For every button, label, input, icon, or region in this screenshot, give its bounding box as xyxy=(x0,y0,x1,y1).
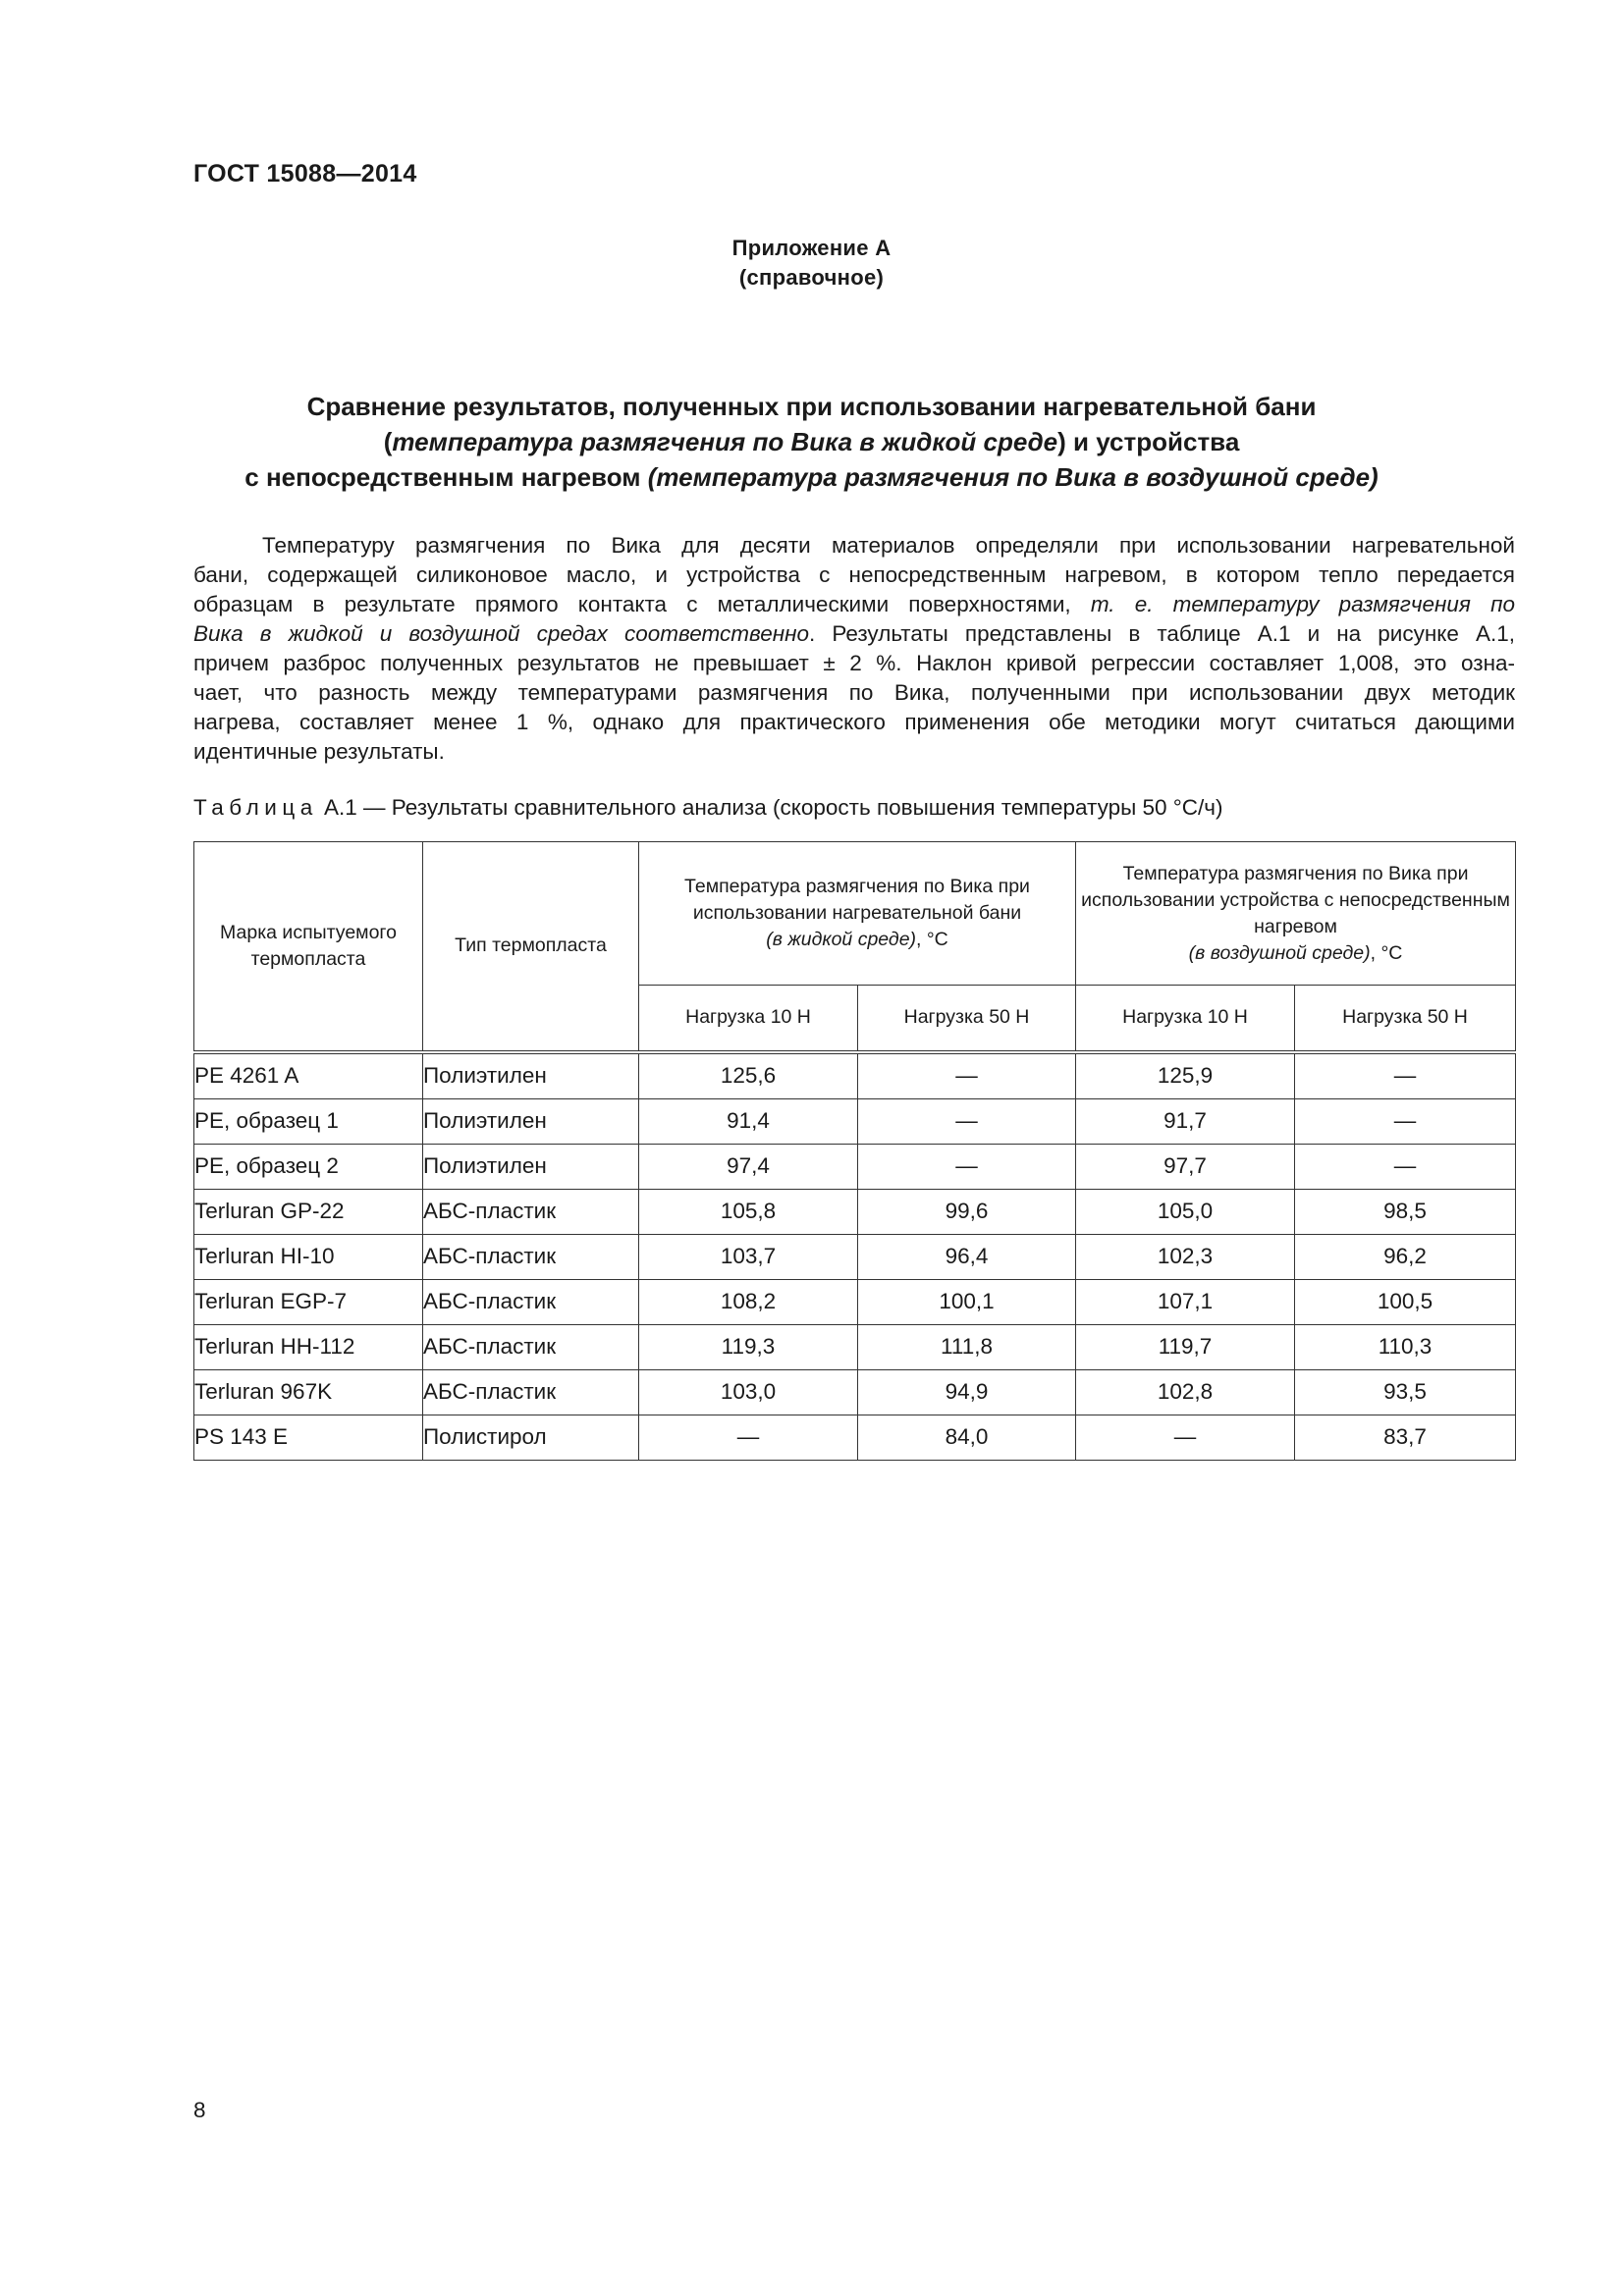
group-liquid-italic: (в жидкой среде) xyxy=(766,929,917,950)
cell-value: 108,2 xyxy=(639,1279,858,1324)
cell-grade: Terluran HI-10 xyxy=(194,1234,423,1279)
table-row xyxy=(194,1189,1516,1234)
column-header-load-10-air: Нагрузка 10 Н xyxy=(1076,986,1295,1052)
group-air-italic: (в воздушной среде) xyxy=(1188,941,1371,964)
section-title-line-1 xyxy=(118,389,1505,424)
cell-value: — xyxy=(639,1415,858,1460)
cell-grade: PE, образец 1 xyxy=(194,1098,423,1144)
column-group-air xyxy=(1076,842,1516,986)
cell-value: 119,7 xyxy=(1076,1324,1295,1369)
paragraph-text: . Результаты представлены в таблице А.1 и на рисунке А.1, xyxy=(809,621,1515,646)
cell-value: 98,5 xyxy=(1295,1189,1516,1234)
cell-value: 105,0 xyxy=(1076,1189,1295,1234)
cell-grade: Terluran HH-112 xyxy=(194,1324,423,1369)
cell-value: — xyxy=(1295,1052,1516,1099)
table-row xyxy=(194,1098,1516,1144)
column-header-load-10-liquid: Нагрузка 10 Н xyxy=(639,986,858,1052)
results-table xyxy=(193,841,1516,1461)
title-line-2-rest: ) и устройства xyxy=(1057,427,1240,456)
title-line-2-italic: температура размягчения по Вика в жидкой среде xyxy=(392,427,1058,456)
column-header-grade: Марка испытуемого термопласта xyxy=(194,842,423,1052)
document-header: ГОСТ 15088—2014 xyxy=(193,160,417,187)
cell-grade: Terluran GP-22 xyxy=(194,1189,423,1234)
table-caption-word: Таблица xyxy=(193,795,318,820)
table-row xyxy=(194,1279,1516,1324)
cell-value: 94,9 xyxy=(858,1369,1076,1415)
cell-grade: PE, образец 2 xyxy=(194,1144,423,1189)
cell-value: — xyxy=(858,1144,1076,1189)
cell-value: — xyxy=(858,1052,1076,1099)
section-title-line-3 xyxy=(118,459,1505,495)
cell-value: — xyxy=(1295,1144,1516,1189)
paragraph-italic-text: т. е. температуру размягчения по xyxy=(1090,592,1515,616)
paragraph-text: образцам в результате прямого контакта с металлическими поверхностями, xyxy=(193,592,1091,616)
paragraph-line: причем разброс полученных результатов не превышает ± 2 %. Наклон кривой регрессии составляет 1,008, это озна- xyxy=(193,651,1515,675)
column-header-type: Тип термопласта xyxy=(423,842,639,1052)
cell-value: 99,6 xyxy=(858,1189,1076,1234)
cell-value: 84,0 xyxy=(858,1415,1076,1460)
group-air-text: Температура размягчения по Вика при использовании устройства с непосредственным нагревом xyxy=(1081,862,1510,937)
paragraph-line xyxy=(193,619,1515,649)
cell-type: Полиэтилен xyxy=(423,1144,639,1189)
cell-value: 100,1 xyxy=(858,1279,1076,1324)
cell-type: АБС-пластик xyxy=(423,1234,639,1279)
cell-value: 96,2 xyxy=(1295,1234,1516,1279)
cell-value: 125,6 xyxy=(639,1052,858,1099)
cell-value: 119,3 xyxy=(639,1324,858,1369)
column-header-load-50-air: Нагрузка 50 Н xyxy=(1295,986,1516,1052)
cell-value: 105,8 xyxy=(639,1189,858,1234)
cell-value: 91,7 xyxy=(1076,1098,1295,1144)
cell-value: — xyxy=(858,1098,1076,1144)
paragraph-line: нагрева, составляет менее 1 %, однако для практического применения обе методики могут считаться дающими xyxy=(193,710,1515,734)
cell-value: 97,4 xyxy=(639,1144,858,1189)
cell-grade: Terluran EGP-7 xyxy=(194,1279,423,1324)
paragraph-line: бани, содержащей силиконовое масло, и устройства с непосредственным нагревом, в котором тепло передается xyxy=(193,562,1515,587)
cell-value: 111,8 xyxy=(858,1324,1076,1369)
table-caption-text: А.1 — Результаты сравнительного анализа (скорость повышения температуры 50 °С/ч) xyxy=(317,795,1223,820)
title-line-3-plain: с непосредственным нагревом xyxy=(244,462,648,492)
cell-value: 91,4 xyxy=(639,1098,858,1144)
cell-grade: Terluran 967K xyxy=(194,1369,423,1415)
group-liquid-unit: , °С xyxy=(916,929,948,950)
group-liquid-text: Температура размягчения по Вика при использовании нагревательной бани xyxy=(684,876,1030,924)
paragraph-line: Температуру размягчения по Вика для десяти материалов определяли при использовании нагревательной xyxy=(262,533,1515,558)
cell-value: 103,0 xyxy=(639,1369,858,1415)
cell-type: Полиэтилен xyxy=(423,1052,639,1099)
cell-type: АБС-пластик xyxy=(423,1189,639,1234)
column-header-load-50-liquid: Нагрузка 50 Н xyxy=(858,986,1076,1052)
table-caption xyxy=(193,795,1223,821)
cell-value: 125,9 xyxy=(1076,1052,1295,1099)
cell-grade: PS 143 E xyxy=(194,1415,423,1460)
paragraph-line xyxy=(193,590,1515,619)
cell-type: АБС-пластик xyxy=(423,1324,639,1369)
cell-value: 93,5 xyxy=(1295,1369,1516,1415)
cell-grade: PE 4261 A xyxy=(194,1052,423,1099)
cell-value: 103,7 xyxy=(639,1234,858,1279)
table-row xyxy=(194,1324,1516,1369)
table-row xyxy=(194,1052,1516,1099)
cell-value: 100,5 xyxy=(1295,1279,1516,1324)
page-number: 8 xyxy=(193,2098,206,2122)
title-line-3-italic: (температура размягчения по Вика в воздушной среде) xyxy=(647,462,1379,492)
cell-value: 96,4 xyxy=(858,1234,1076,1279)
table-row xyxy=(194,1415,1516,1460)
paragraph-line: идентичные результаты. xyxy=(193,739,445,764)
group-air-unit: , °С xyxy=(1370,941,1403,964)
cell-value: 107,1 xyxy=(1076,1279,1295,1324)
paragraph-italic-text: Вика в жидкой и воздушной средах соответственно xyxy=(193,621,809,646)
cell-type: АБС-пластик xyxy=(423,1279,639,1324)
cell-type: АБС-пластик xyxy=(423,1369,639,1415)
cell-value: — xyxy=(1295,1098,1516,1144)
table-row xyxy=(194,1234,1516,1279)
cell-value: 97,7 xyxy=(1076,1144,1295,1189)
cell-value: 110,3 xyxy=(1295,1324,1516,1369)
cell-value: 83,7 xyxy=(1295,1415,1516,1460)
title-line-1-text: Сравнение результатов, полученных при использовании нагревательной бани xyxy=(306,392,1317,421)
cell-value: — xyxy=(1076,1415,1295,1460)
table-row xyxy=(194,1144,1516,1189)
annex-type: (справочное) xyxy=(738,265,885,290)
cell-value: 102,8 xyxy=(1076,1369,1295,1415)
cell-type: Полиэтилен xyxy=(423,1098,639,1144)
section-title-line-2 xyxy=(118,424,1505,459)
table-row xyxy=(194,1369,1516,1415)
cell-type: Полистирол xyxy=(423,1415,639,1460)
annex-title: Приложение А xyxy=(731,236,892,260)
title-line-2-open: ( xyxy=(383,427,393,456)
column-group-liquid xyxy=(639,842,1076,986)
paragraph-line: чает, что разность между температурами размягчения по Вика, полученными при использовании двух методик xyxy=(193,680,1515,705)
cell-value: 102,3 xyxy=(1076,1234,1295,1279)
